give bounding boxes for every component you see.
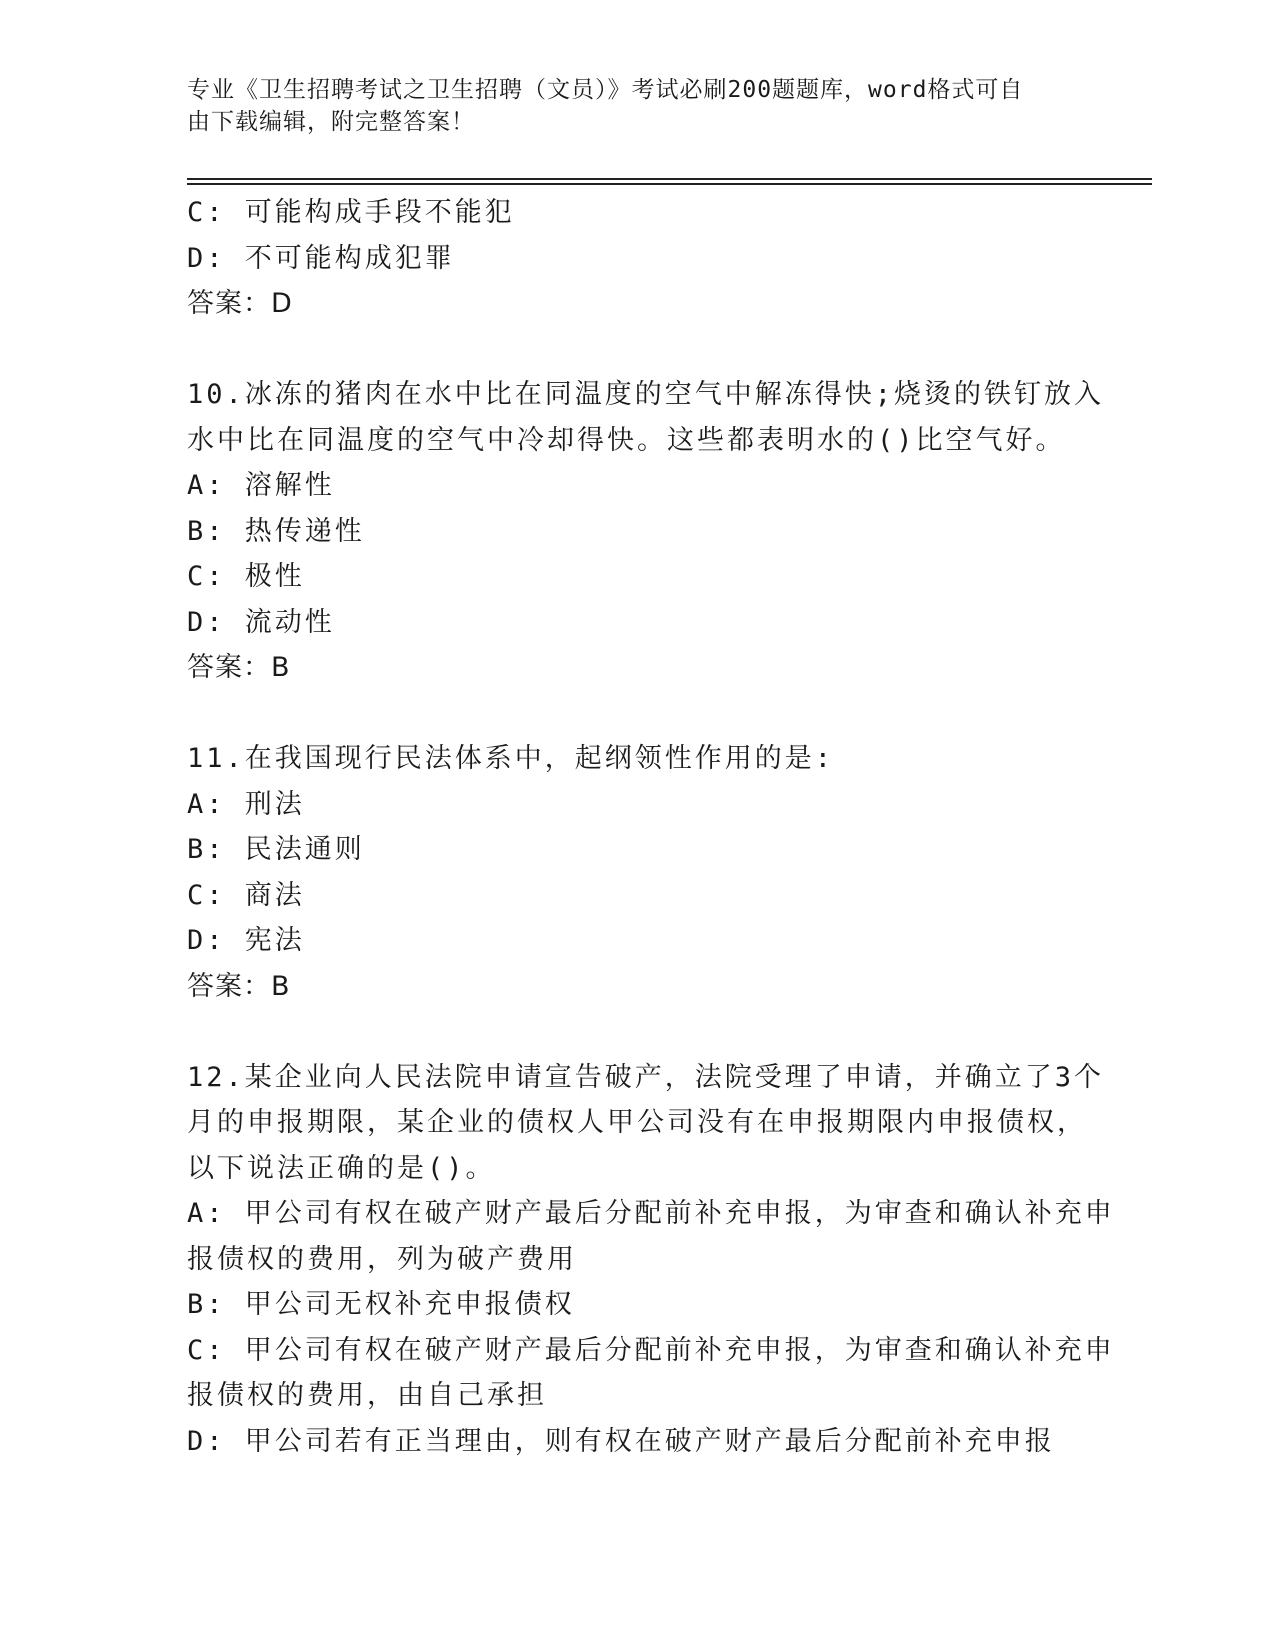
option-c: C: 可能构成手段不能犯: [187, 197, 515, 228]
option-c-cont: 报债权的费用，由自己承担: [187, 1380, 547, 1411]
option-a: A: 甲公司有权在破产财产最后分配前补充申报，为审查和确认补充申: [187, 1198, 1115, 1229]
question-stem: 12.某企业向人民法院申请宣告破产，法院受理了申请，并确立了3个: [187, 1061, 1105, 1093]
option-b: B: 热传递性: [187, 515, 365, 547]
answer-label: 答案：B: [187, 970, 291, 1002]
question-11: [187, 736, 1087, 1009]
option-a: A: 溶解性: [187, 470, 335, 501]
option-d: D: 流动性: [187, 606, 335, 638]
question-stem-cont: 以下说法正确的是()。: [187, 1152, 496, 1184]
header-title-line-1: 专业《卫生招聘考试之卫生招聘（文员）》考试必刷200题题库，word格式可自: [187, 77, 1024, 103]
question-stem: 11.在我国现行民法体系中，起纲领性作用的是:: [187, 743, 835, 774]
question-9: [187, 190, 1087, 327]
header-title-line-2: 由下载编辑，附完整答案！: [187, 109, 475, 135]
header-rule-top: [187, 178, 1152, 180]
answer-label: 答案：B: [187, 652, 291, 683]
option-c: C: 商法: [187, 879, 305, 911]
question-stem: 10.冰冻的猪肉在水中比在同温度的空气中解冻得快;烧烫的铁钉放入: [187, 379, 1105, 410]
spacer: [187, 691, 1087, 737]
question-12: [187, 1055, 1115, 1465]
spacer: [187, 1009, 1087, 1055]
document-header: [187, 74, 1067, 138]
question-stem-cont: 月的申报期限，某企业的债权人甲公司没有在申报期限内申报债权，: [187, 1107, 1087, 1138]
option-a: A: 刑法: [187, 788, 305, 820]
option-d: D: 宪法: [187, 925, 305, 956]
option-d: D: 不可能构成犯罪: [187, 242, 455, 274]
question-10: [187, 372, 1105, 691]
option-c: C: 甲公司有权在破产财产最后分配前补充申报，为审查和确认补充申: [187, 1334, 1115, 1366]
question-stem-cont: 水中比在同温度的空气中冷却得快。这些都表明水的()比空气好。: [187, 424, 1066, 456]
option-b: B: 民法通则: [187, 834, 365, 865]
question-list: [187, 190, 1115, 1464]
answer-label: 答案：D: [187, 288, 293, 319]
option-b: B: 甲公司无权补充申报债权: [187, 1289, 575, 1320]
option-a-cont: 报债权的费用，列为破产费用: [187, 1243, 577, 1275]
header-rule-bottom: [187, 183, 1152, 185]
spacer: [187, 327, 1087, 373]
option-c: C: 极性: [187, 561, 305, 592]
option-d: D: 甲公司若有正当理由，则有权在破产财产最后分配前补充申报: [187, 1425, 1055, 1457]
